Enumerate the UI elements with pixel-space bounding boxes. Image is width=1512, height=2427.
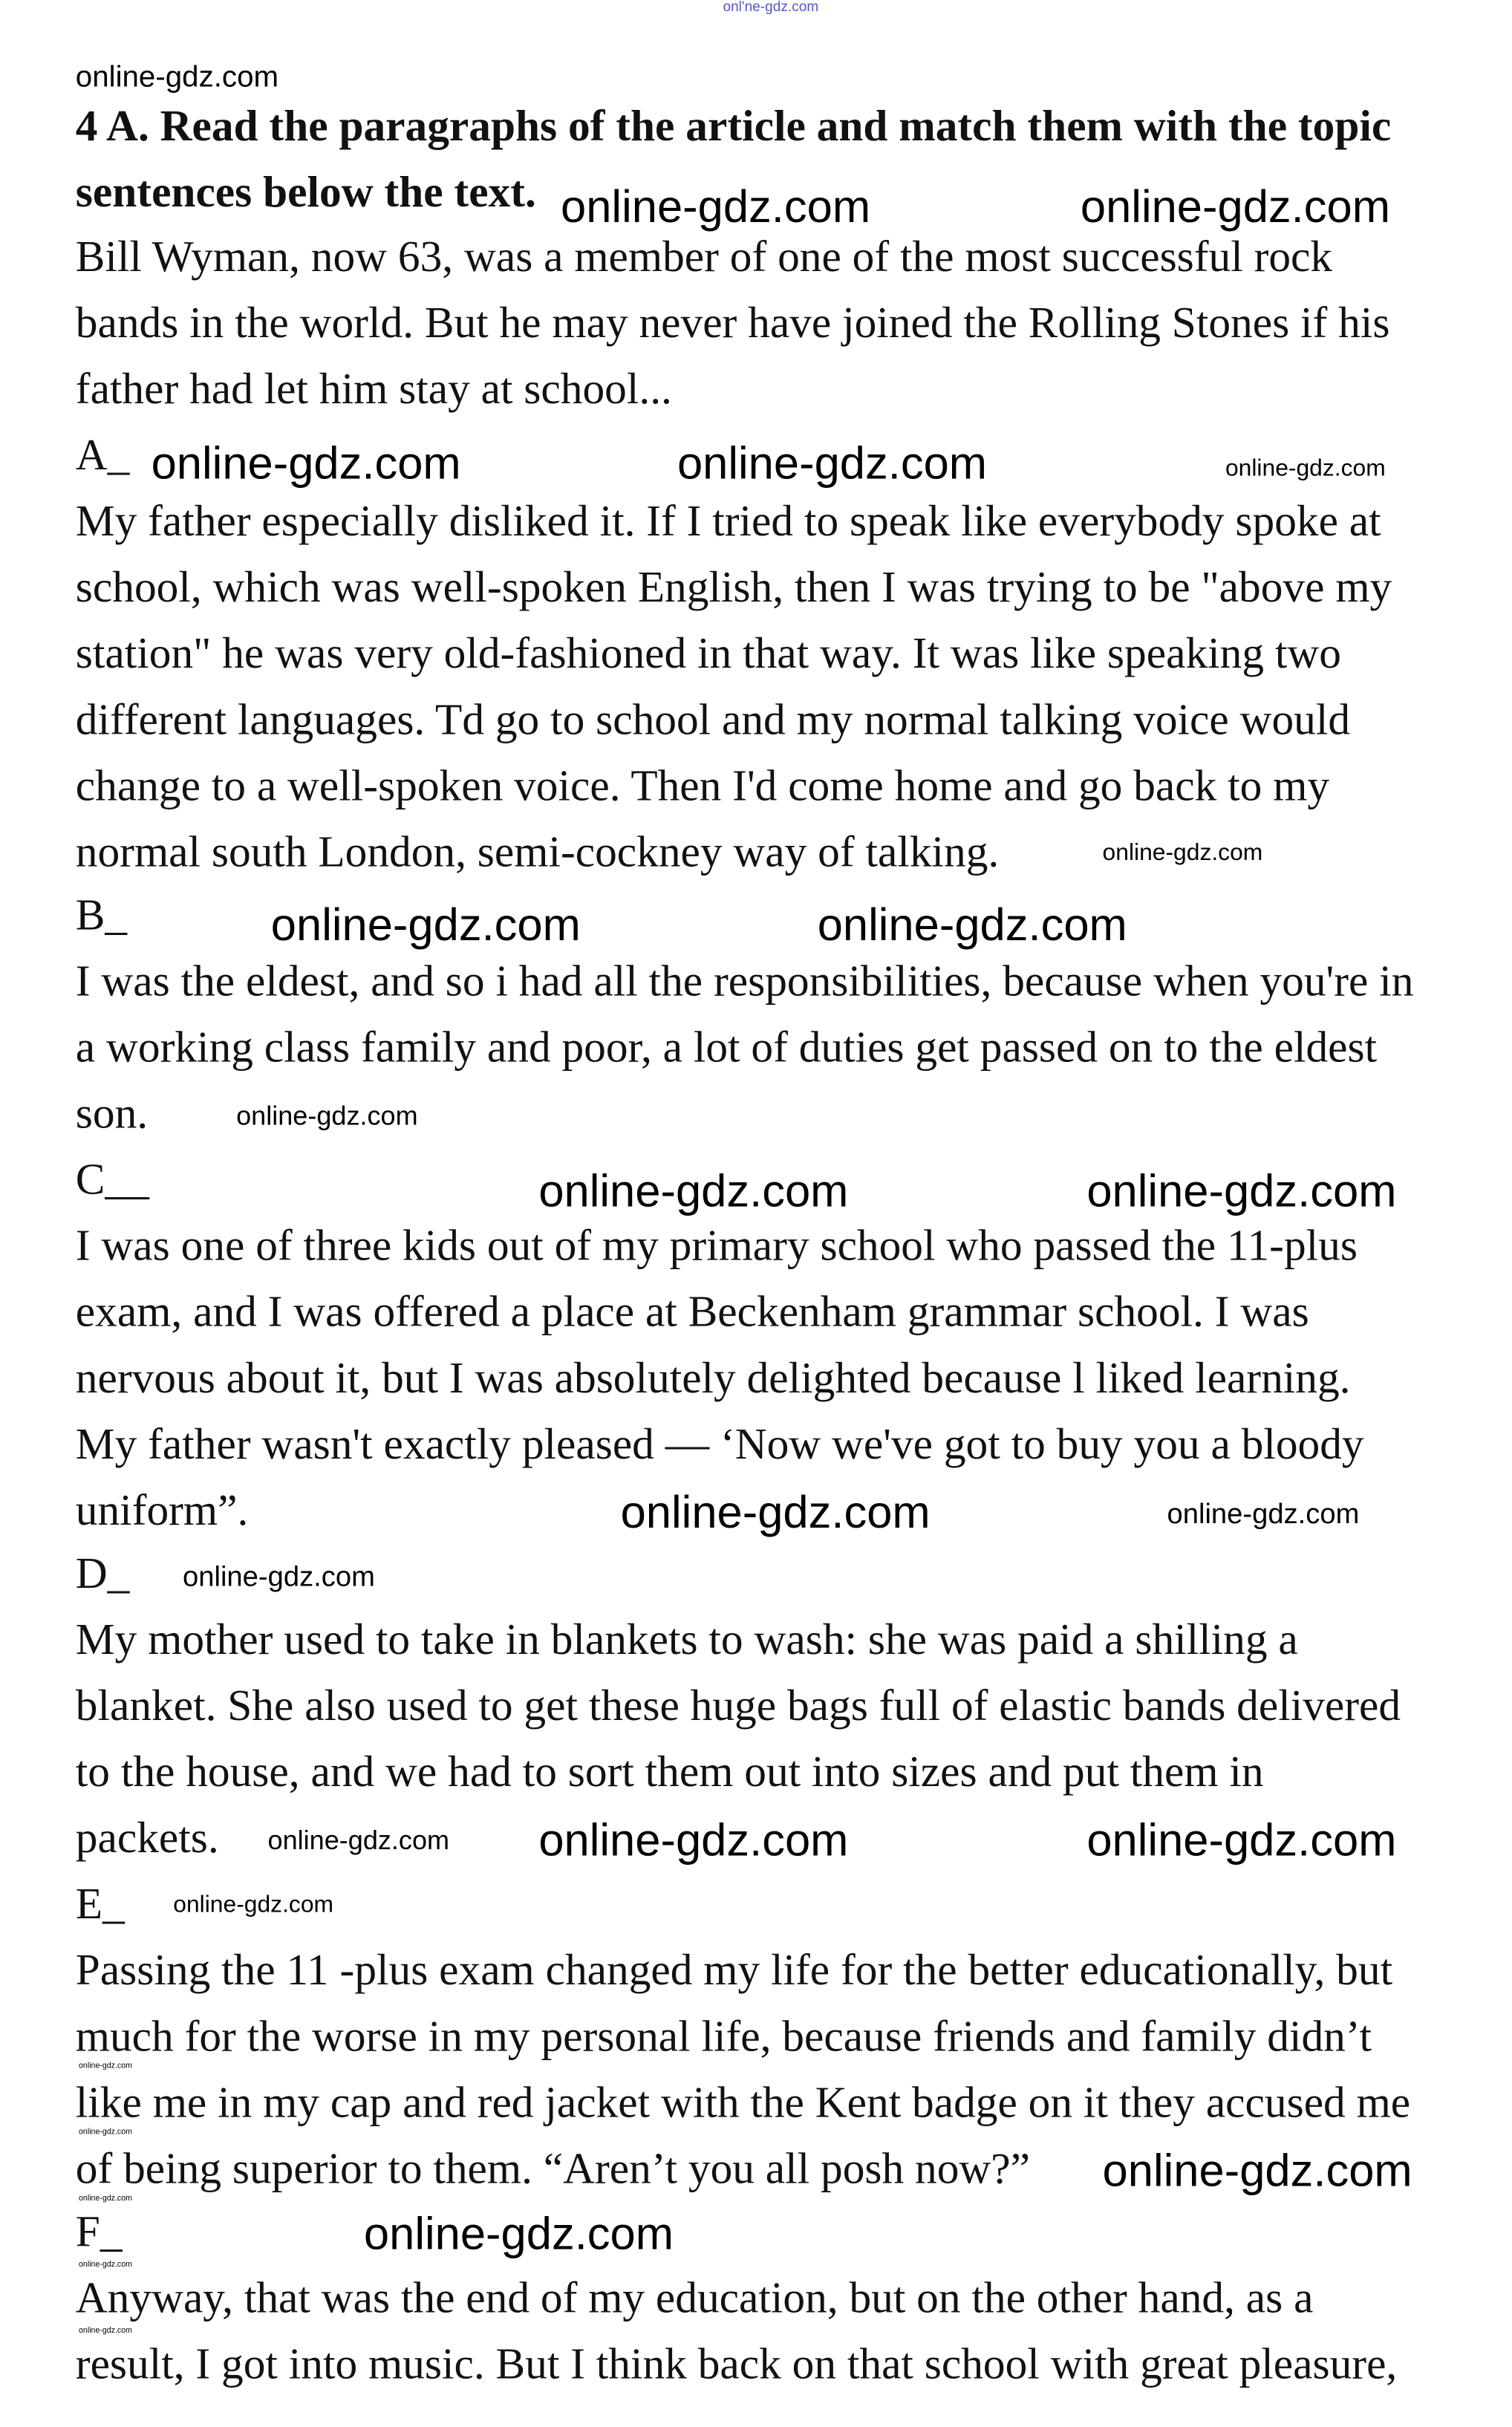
watermark: online-gdz.com <box>1167 1497 1360 1530</box>
section-b-line: a working class family and poor, a lot of duties get passed on to the eldest <box>75 1023 1378 1073</box>
section-c-line: My father wasn't exactly pleased — ‘Now we've got to buy you a bloody <box>75 1420 1364 1470</box>
task-title: 4 A. Read the paragraphs of the article and match them with the topic <box>75 102 1392 152</box>
section-c-line: exam, and I was offered a place at Beckenham grammar school. I was <box>75 1288 1309 1338</box>
header-watermark: onl'ne-gdz.com <box>723 0 819 15</box>
watermark: online-gdz.com <box>79 2260 132 2270</box>
watermark: online-gdz.com <box>817 901 1127 951</box>
section-c-line: I was one of three kids out of my primary school who passed the 11-plus <box>75 1222 1358 1271</box>
watermark: online-gdz.com <box>538 1167 849 1218</box>
section-e-line: like me in my cap and red jacket with the Kent badge on it they accused me <box>75 2079 1411 2128</box>
section-d-line: blanket. She also used to get these huge bags full of elastic bands delivered <box>75 1682 1401 1731</box>
intro-line: father had let him stay at school... <box>75 365 672 414</box>
intro-line: Bill Wyman, now 63, was a member of one of the most successful rock <box>75 232 1333 282</box>
watermark: online-gdz.com <box>1080 183 1390 233</box>
watermark: online-gdz.com <box>267 1825 450 1856</box>
section-c-line: nervous about it, but I was absolutely delighted because l liked learning. <box>75 1354 1351 1404</box>
watermark: online-gdz.com <box>561 183 871 233</box>
watermark: online-gdz.com <box>538 1816 849 1867</box>
watermark: online-gdz.com <box>79 2128 132 2137</box>
watermark: online-gdz.com <box>75 61 279 95</box>
intro-line: bands in the world. But he may never have joined the Rolling Stones if his <box>75 299 1390 348</box>
section-e-line: Passing the 11 -plus exam changed my life for the better educationally, but <box>75 1947 1393 1996</box>
watermark: online-gdz.com <box>1225 455 1386 482</box>
section-a-line: station" he was very old-fashioned in that way. It was like speaking two <box>75 630 1341 680</box>
section-label-f: F_ <box>75 2208 123 2258</box>
section-label-d: D_ <box>75 1549 130 1599</box>
section-label-a: A_ <box>75 431 130 480</box>
task-title: sentences below the text. <box>75 168 536 218</box>
section-d-line: to the house, and we had to sort them out into sizes and put them in <box>75 1748 1264 1797</box>
watermark: online-gdz.com <box>151 439 461 490</box>
watermark: online-gdz.com <box>79 2326 132 2336</box>
section-a-line: My father especially disliked it. If I tried to speak like everybody spoke at <box>75 498 1381 547</box>
section-b-line: son. <box>75 1089 149 1139</box>
section-a-line: different languages. Td go to school and my normal talking voice would <box>75 696 1351 746</box>
section-a-line: normal south London, semi-cockney way of talking. <box>75 828 1000 878</box>
section-d-line: packets. <box>75 1814 219 1863</box>
section-c-line: uniform”. <box>75 1487 249 1536</box>
watermark: online-gdz.com <box>79 2194 132 2203</box>
section-e-line: of being superior to them. “Aren’t you all posh now?” <box>75 2145 1031 2195</box>
watermark: online-gdz.com <box>1102 2146 1412 2198</box>
section-f-line: result, I got into music. But I think back on that school with great pleasure, <box>75 2340 1398 2390</box>
section-label-e: E_ <box>75 1880 125 1929</box>
section-d-line: My mother used to take in blankets to wash: she was paid a shilling a <box>75 1615 1298 1665</box>
watermark: online-gdz.com <box>1086 1816 1397 1867</box>
section-e-line: much for the worse in my personal life, because friends and family didn’t <box>75 2013 1372 2062</box>
watermark: online-gdz.com <box>183 1560 375 1593</box>
section-b-line: I was the eldest, and so i had all the responsibilities, because when you're in <box>75 957 1414 1007</box>
watermark: online-gdz.com <box>1102 839 1263 867</box>
watermark: online-gdz.com <box>677 439 988 490</box>
watermark: online-gdz.com <box>270 901 581 951</box>
watermark: online-gdz.com <box>620 1488 931 1540</box>
watermark: online-gdz.com <box>173 1892 334 1919</box>
watermark: online-gdz.com <box>236 1101 418 1131</box>
section-f-line: Anyway, that was the end of my education, but on the other hand, as a <box>75 2274 1314 2324</box>
watermark: online-gdz.com <box>1086 1167 1397 1218</box>
section-label-b: B_ <box>75 891 128 941</box>
watermark: online-gdz.com <box>79 2062 132 2071</box>
watermark: online-gdz.com <box>363 2209 674 2261</box>
section-a-line: change to a well-spoken voice. Then I'd come home and go back to my <box>75 762 1330 812</box>
section-a-line: school, which was well-spoken English, then I was trying to be "above my <box>75 564 1392 613</box>
section-label-c: C__ <box>75 1156 149 1205</box>
